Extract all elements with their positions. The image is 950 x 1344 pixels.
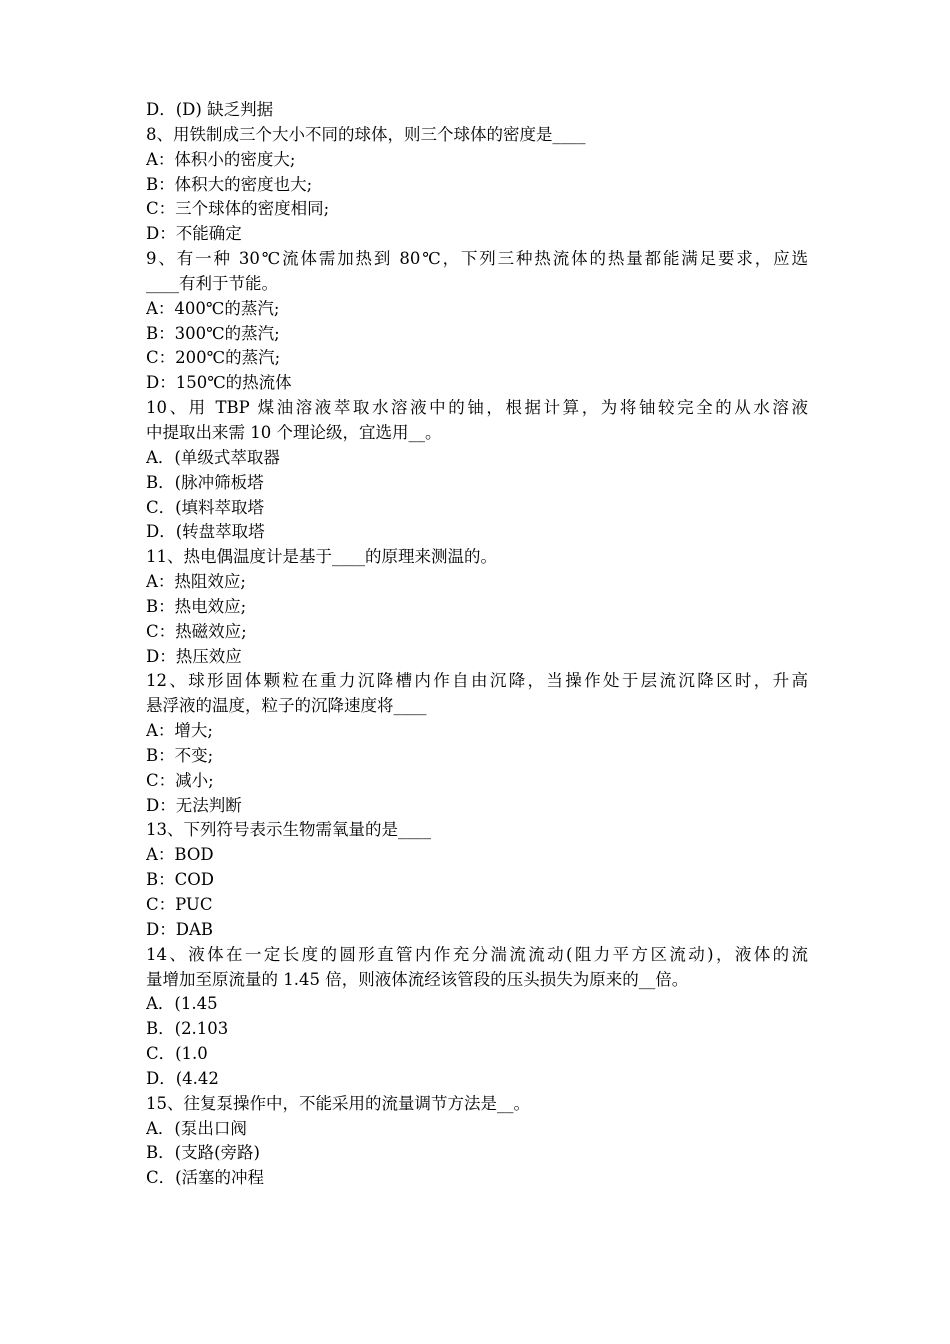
text-line: D：不能确定 — [146, 224, 242, 244]
text-line: 8、用铁制成三个大小不同的球体，则三个球体的密度是____ — [146, 124, 586, 144]
text-line: A：增大; — [146, 721, 213, 741]
text-line: C：200℃的蒸汽; — [146, 348, 281, 368]
text-line: C．(活塞的冲程 — [146, 1168, 265, 1188]
text-line: 11、热电偶温度计是基于____的原理来测温的。 — [146, 547, 497, 567]
text-line: B：不变; — [146, 745, 214, 765]
text-line: A：BOD — [146, 845, 214, 865]
text-line: 14、液体在一定长度的圆形直管内作充分湍流流动(阻力平方区流动)，液体的流 — [146, 944, 808, 964]
text-line: C：热磁效应; — [146, 621, 247, 641]
text-line: D．(转盘萃取塔 — [146, 522, 265, 542]
text-line: 中提取出来需 10 个理论级，宜选用__。 — [146, 422, 442, 442]
text-line: D：热压效应 — [146, 646, 242, 666]
text-line: B：热电效应; — [146, 596, 247, 616]
text-line: D：DAB — [146, 919, 213, 939]
text-line: D．(4.42 — [146, 1068, 219, 1088]
text-line: D：150℃的热流体 — [146, 373, 292, 393]
text-line: B：300℃的蒸汽; — [146, 323, 280, 343]
text-line: C：三个球体的密度相同; — [146, 199, 330, 219]
text-line: C．(1.0 — [146, 1044, 208, 1064]
text-line: D．(D) 缺乏判据 — [146, 100, 274, 119]
text-line: 13、下列符号表示生物需氧量的是____ — [146, 820, 431, 840]
text-line: A．(单级式萃取器 — [146, 447, 280, 467]
text-line: B．(脉冲筛板塔 — [146, 472, 264, 492]
text-line: C．(填料萃取塔 — [146, 497, 265, 517]
text-line: A．(1.45 — [146, 994, 218, 1014]
text-line: 9、有一种 30℃流体需加热到 80℃，下列三种热流体的热量都能满足要求，应选 — [146, 249, 808, 269]
text-line: A．(泵出口阀 — [146, 1118, 247, 1138]
text-line: 15、往复泵操作中，不能采用的流量调节方法是__。 — [146, 1093, 530, 1113]
text-line: 悬浮液的温度，粒子的沉降速度将____ — [146, 696, 427, 716]
text-line: 量增加至原流量的 1.45 倍，则液体流经该管段的压头损失为原来的__倍。 — [146, 969, 689, 989]
text-line: B．(2.103 — [146, 1019, 229, 1039]
text-line: D：无法判断 — [146, 795, 242, 815]
text-line: B：COD — [146, 870, 215, 890]
text-line: A：400℃的蒸汽; — [146, 298, 280, 318]
text-line: B：体积大的密度也大; — [146, 174, 313, 194]
document-body — [146, 98, 808, 1191]
text-line: C：减小; — [146, 770, 214, 790]
text-line: 10、用 TBP 煤油溶液萃取水溶液中的铀，根据计算，为将铀较完全的从水溶液 — [146, 398, 808, 418]
text-line: A：热阻效应; — [146, 572, 246, 592]
text-line: C：PUC — [146, 895, 213, 914]
text-line: B．(支路(旁路) — [146, 1143, 260, 1163]
text-line: 12、球形固体颗粒在重力沉降槽内作自由沉降，当操作处于层流沉降区时，升高 — [146, 671, 808, 691]
text-line: ____有利于节能。 — [146, 273, 278, 293]
text-line: A：体积小的密度大; — [146, 149, 296, 169]
